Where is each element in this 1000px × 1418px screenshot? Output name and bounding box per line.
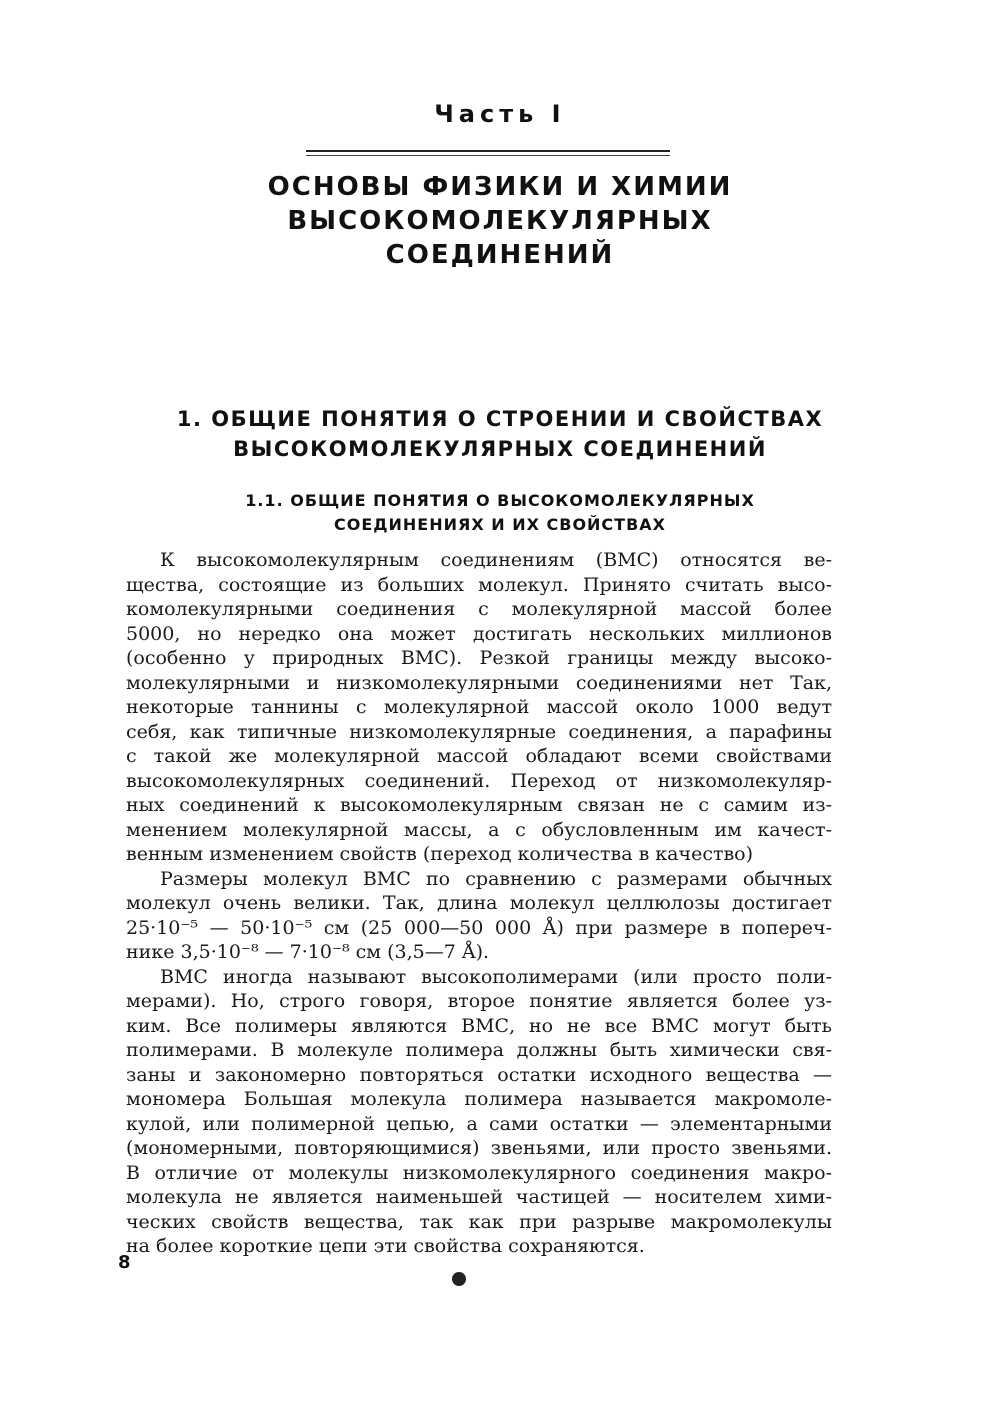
text-line: Размеры молекул ВМС по сравнению с размерами обычных (160, 867, 832, 890)
text-line: ческих свойств вещества, так как при разрыве макромолекулы (126, 1210, 832, 1233)
chapter-heading-line: ВЫСОКОМОЛЕКУЛЯРНЫХ СОЕДИНЕНИЙ (233, 437, 767, 461)
text-line: (особенно у природных ВМС). Резкой границы между высоко- (126, 647, 832, 669)
text-line: мономера Большая молекула полимера называется макромоле- (126, 1088, 832, 1110)
text-line: 25·10⁻⁵ — 50·10⁻⁵ см (25 000—50 000 Å) при размере в попереч- (126, 916, 832, 939)
chapter-heading-line: 1. ОБЩИЕ ПОНЯТИЯ О СТРОЕНИИ И СВОЙСТВАХ (176, 407, 824, 431)
text-line: молекулярными и низкомолекулярными соединениями нет Так, (126, 671, 832, 694)
text-line: на более короткие цепи эти свойства сохраняются. (126, 1235, 645, 1257)
print-mark (452, 1272, 466, 1286)
text-line: высокомолекулярных соединений. Переход от низкомолекуляр- (126, 769, 832, 792)
text-line: ким. Все полимеры являются ВМС, но не все ВМС могут быть (126, 1014, 832, 1037)
text-line: с такой же молекулярной массой обладают всеми свойствами (126, 745, 832, 767)
part-heading (0, 170, 1000, 272)
part-heading-line: СОЕДИНЕНИЙ (385, 240, 615, 270)
section-heading (0, 489, 1000, 537)
text-line: ных соединений к высокомолекулярным связан не с самим из- (126, 794, 832, 816)
part-title: Часть I (434, 100, 566, 128)
text-line: некоторые таннины с молекулярной массой около 1000 ведут (126, 696, 832, 718)
page-number: 8 (118, 1252, 131, 1273)
text-line: молекула не является наименьшей частицей — носителем хими- (126, 1186, 832, 1208)
title-rule-top (306, 150, 670, 152)
part-heading-line: ОСНОВЫ ФИЗИКИ И ХИМИИ (267, 172, 733, 202)
text-line: щества, состоящие из больших молекул. Принято считать высо- (126, 573, 832, 596)
section-heading-line: СОЕДИНЕНИЯХ И ИХ СВОЙСТВАХ (334, 515, 666, 534)
text-line: менением молекулярной массы, а с обусловленным им качест- (126, 818, 832, 841)
text-line: кулой, или полимерной цепью, а сами остатки — элементарными (126, 1112, 832, 1135)
title-rule-bottom (306, 155, 670, 156)
text-line: нике 3,5·10⁻⁸ — 7·10⁻⁸ см (3,5—7 Å). (126, 941, 490, 963)
text-line: К высокомолекулярным соединениям (ВМС) относятся ве- (160, 549, 832, 571)
text-line: ВМС иногда называют высокополимерами (или просто поли- (160, 965, 832, 988)
text-line: 5000, но нередко она может достигать нескольких миллионов (126, 622, 832, 645)
text-line: себя, как типичные низкомолекулярные соединения, а парафины (126, 720, 832, 743)
text-line: (мономерными, повторяющимися) звеньями, или просто звеньями. (126, 1137, 832, 1159)
text-line: заны и закономерно повторяться остатки исходного вещества — (126, 1063, 832, 1086)
body-text (126, 548, 832, 1259)
chapter-heading (0, 404, 1000, 464)
text-line: комолекулярными соединения с молекулярной массой более (126, 598, 832, 620)
section-heading-line: 1.1. ОБЩИЕ ПОНЯТИЯ О ВЫСОКОМОЛЕКУЛЯРНЫХ (245, 491, 755, 510)
text-line: молекул очень велики. Так, длина молекул целлюлозы достигает (126, 892, 832, 914)
text-line: венным изменением свойств (переход количества в качество) (126, 843, 754, 865)
text-line: В отличие от молекулы низкомолекулярного соединения макро- (126, 1161, 832, 1184)
part-heading-line: ВЫСОКОМОЛЕКУЛЯРНЫХ (287, 206, 713, 236)
text-line: полимерами. В молекуле полимера должны быть химически свя- (126, 1039, 832, 1061)
text-line: мерами). Но, строго говоря, второе понятие является более уз- (126, 990, 832, 1012)
